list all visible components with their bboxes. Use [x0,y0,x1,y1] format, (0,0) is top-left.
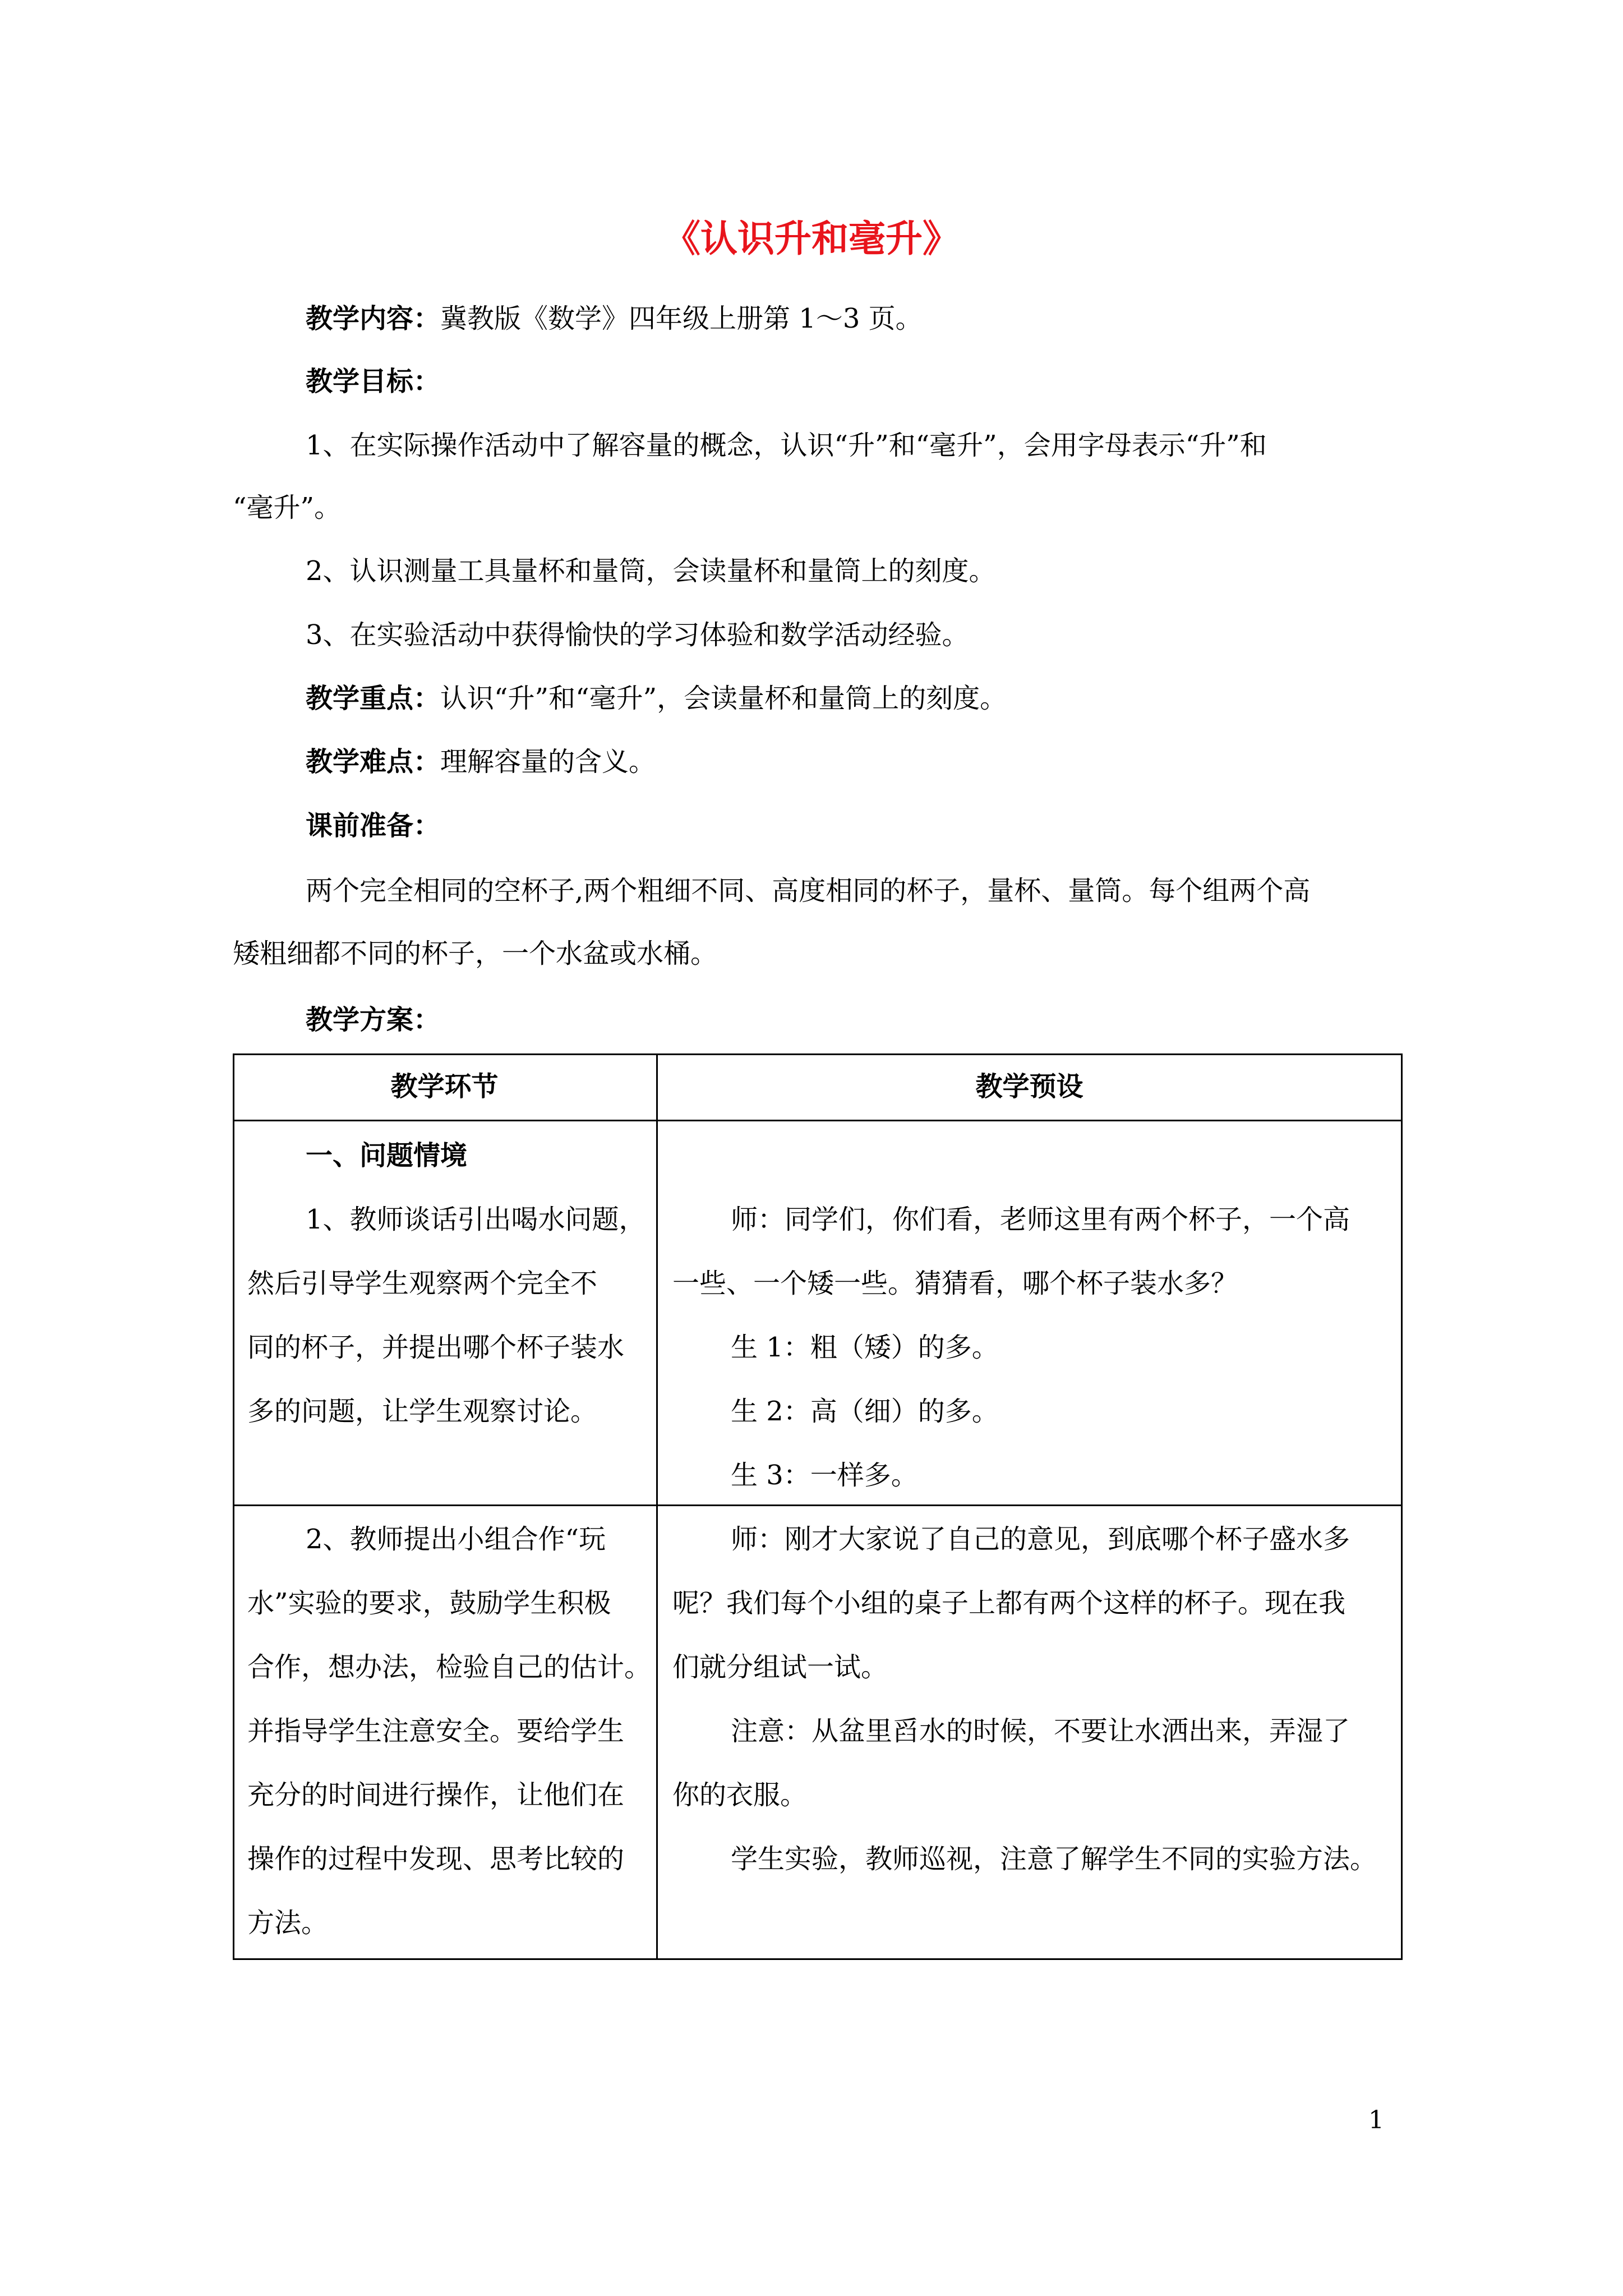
row1-left-line-4: 多的问题，让学生观察讨论。 [247,1396,598,1427]
row2-right-line-2: 呢？我们每个小组的桌子上都有两个这样的杯子。现在我 [672,1588,1346,1619]
row2-right-line-4: 注意：从盆里舀水的时候，不要让水洒出来，弄湿了 [731,1715,1350,1747]
row2-left-line-3: 合作，想办法，检验自己的估计。 [247,1651,652,1683]
teaching-plan-label: 教学方案： [306,1004,441,1036]
teaching-difficulty [306,739,1394,784]
table-header-divider [233,1120,1403,1121]
goal-2: 2、认识测量工具量杯和量筒，会读量杯和量筒上的刻度。 [306,555,996,587]
table-row-divider [233,1504,1403,1506]
page-number: 1 [1368,2106,1384,2134]
table-border-right [1401,1053,1403,1960]
teaching-key-point [306,676,1394,721]
key-point-text: 认识“升”和“毫升”，会读量杯和量筒上的刻度。 [440,683,1007,714]
teaching-content [306,296,1394,341]
goal-1-line-1: 1、在实际操作活动中了解容量的概念，认识“升”和“毫升”，会用字母表示“升”和 [306,430,1267,461]
row1-right-line-4: 生 2：高（细）的多。 [731,1396,999,1427]
difficulty-label: 教学难点： [306,746,441,777]
row1-right-line-5: 生 3：一样多。 [731,1460,918,1491]
difficulty-text: 理解容量的含义。 [440,746,656,777]
table-border-bottom [233,1958,1403,1960]
teaching-content-label: 教学内容： [306,303,441,334]
row2-left-line-7: 方法。 [247,1907,329,1939]
table-border-top [233,1053,1403,1055]
document-title: 《认识升和毫升》 [663,217,960,260]
row2-left-line-5: 充分的时间进行操作，让他们在 [247,1779,625,1811]
row2-left-line-2: 水”实验的要求，鼓励学生积极 [247,1588,611,1619]
row2-left-line-6: 操作的过程中发现、思考比较的 [247,1843,625,1875]
row1-right-line-1: 师：同学们，你们看，老师这里有两个杯子，一个高 [731,1204,1350,1235]
section-title: 一、问题情境 [306,1140,468,1171]
row2-left-line-1: 2、教师提出小组合作“玩 [306,1524,606,1555]
preparation-label: 课前准备： [306,810,441,841]
row1-left-line-2: 然后引导学生观察两个完全不 [247,1268,598,1299]
row1-right-line-3: 生 1：粗（矮）的多。 [731,1332,999,1363]
row2-right-line-6: 学生实验，教师巡视，注意了解学生不同的实验方法。 [731,1843,1377,1875]
row1-left-line-3: 同的杯子，并提出哪个杯子装水 [247,1332,625,1363]
row2-left-line-4: 并指导学生注意安全。要给学生 [247,1715,625,1747]
table-border-left [233,1053,234,1960]
table-header-stage: 教学环节 [390,1071,499,1102]
goal-1-line-2: “毫升”。 [233,492,342,523]
preparation-line-2: 矮粗细都不同的杯子，一个水盆或水桶。 [233,938,718,969]
goal-3: 3、在实验活动中获得愉快的学习体验和数学活动经验。 [306,619,969,651]
preparation-line-1: 两个完全相同的空杯子,两个粗细不同、高度相同的杯子，量杯、量筒。每个组两个高 [306,875,1311,907]
table-column-divider [656,1053,658,1960]
row2-right-line-3: 们就分组试一试。 [672,1651,888,1683]
row1-right-line-2: 一些、一个矮一些。猜猜看，哪个杯子装水多？ [672,1268,1238,1299]
teaching-plan-table [233,1053,1403,1960]
row2-right-line-1: 师：刚才大家说了自己的意见，到底哪个杯子盛水多 [731,1524,1350,1555]
row2-right-line-5: 你的衣服。 [672,1779,808,1811]
teaching-content-text: 冀教版《数学》四年级上册第 1～3 页。 [440,303,923,334]
table-header-preset: 教学预设 [975,1071,1083,1102]
key-point-label: 教学重点： [306,683,441,714]
teaching-goals-label: 教学目标： [306,366,441,397]
row1-left-line-1: 1、教师谈话引出喝水问题， [306,1204,646,1235]
